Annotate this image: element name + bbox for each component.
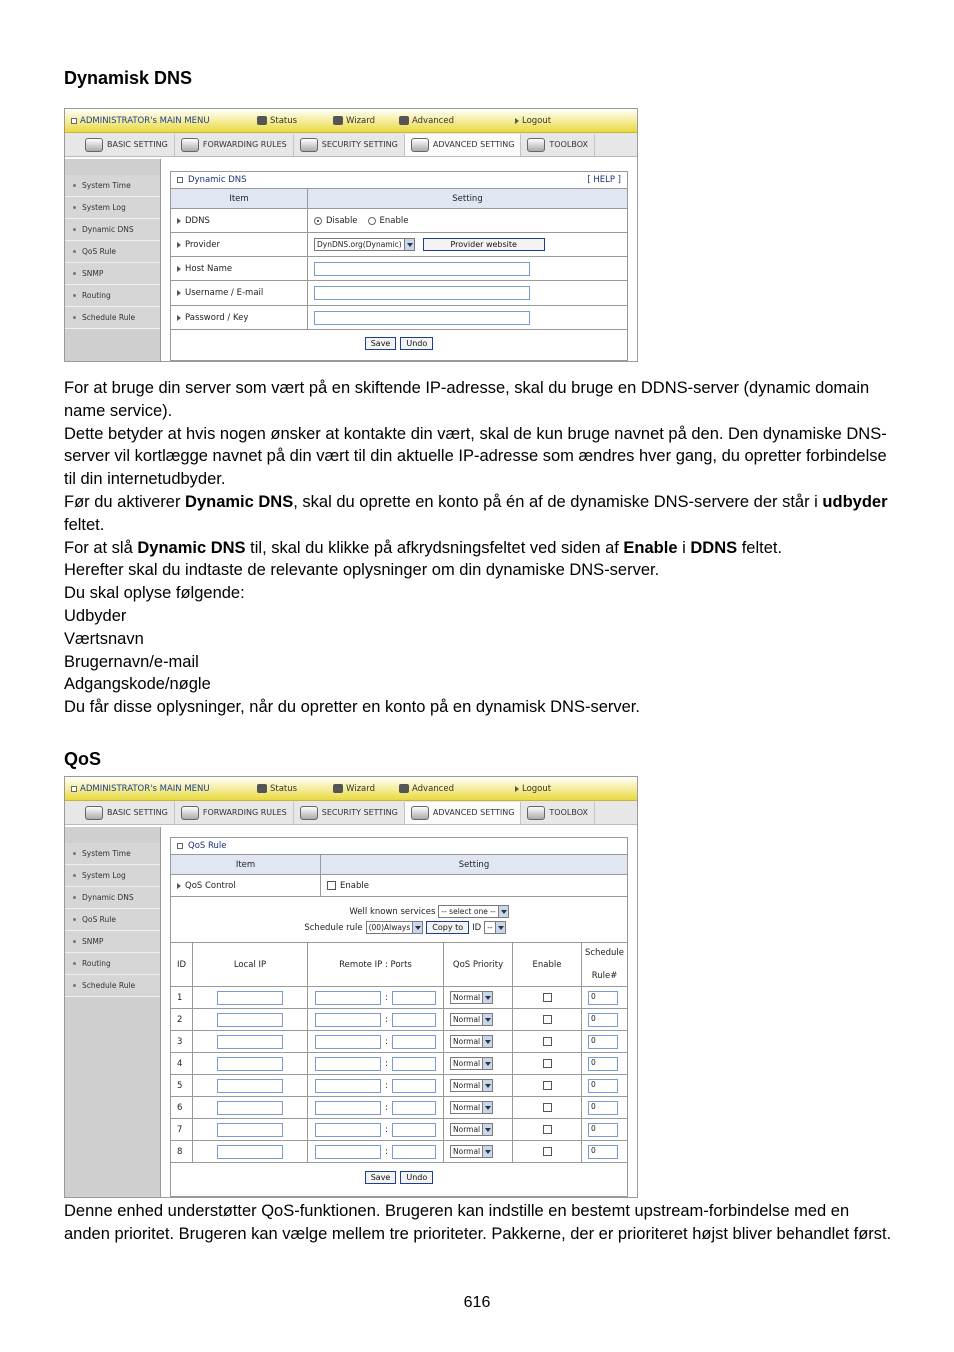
remote-port-input[interactable] xyxy=(392,1101,436,1115)
bullet-icon xyxy=(73,896,76,899)
priority-select[interactable]: Normal xyxy=(450,1013,493,1026)
password-input[interactable] xyxy=(314,311,530,325)
provider-select[interactable]: DynDNS.org(Dynamic) xyxy=(314,238,415,251)
local-ip-input[interactable] xyxy=(217,1145,283,1159)
save-button[interactable]: Save xyxy=(365,337,397,350)
admin-menu-link[interactable]: ADMINISTRATOR's MAIN MENU xyxy=(71,116,251,126)
qos-services-row xyxy=(171,897,627,943)
rule-enable-checkbox[interactable] xyxy=(543,1037,552,1046)
ddns-disable-radio[interactable] xyxy=(314,217,322,225)
qos-panel xyxy=(170,837,628,1197)
sidebar-item-qos-rule[interactable]: QoS Rule xyxy=(65,909,160,931)
bullet-icon xyxy=(73,294,76,297)
copy-to-button[interactable]: Copy to xyxy=(426,921,469,934)
advanced-setting-icon xyxy=(411,138,429,152)
host-name-input[interactable] xyxy=(314,262,530,276)
sidebar-item-snmp[interactable]: SNMP xyxy=(65,931,160,953)
local-ip-input[interactable] xyxy=(217,1035,283,1049)
undo-button[interactable]: Undo xyxy=(400,1171,433,1184)
row-id: 4 xyxy=(171,1053,193,1074)
chevron-down-icon xyxy=(412,922,422,933)
schedule-rule-input[interactable]: 0 xyxy=(588,1079,618,1093)
qos-control-row xyxy=(171,875,627,897)
row-id: 6 xyxy=(171,1097,193,1118)
forwarding-icon xyxy=(181,138,199,152)
qos-screenshot xyxy=(64,776,638,1198)
col-schedule: Schedule Rule# xyxy=(584,947,625,982)
arrow-right-icon xyxy=(177,315,181,321)
rule-enable-checkbox[interactable] xyxy=(543,1015,552,1024)
col-local-ip: Local IP xyxy=(193,943,308,986)
priority-select[interactable]: Normal xyxy=(450,1079,493,1092)
provider-label: Provider xyxy=(185,239,220,250)
remote-ip-input[interactable] xyxy=(315,1035,381,1049)
sidebar-item-dynamic-dns[interactable]: Dynamic DNS xyxy=(65,887,160,909)
rule-enable-checkbox[interactable] xyxy=(543,1125,552,1134)
col-remote: Remote IP : Ports xyxy=(308,943,444,986)
user-label: Username / E-mail xyxy=(185,288,264,298)
schedule-rule-select[interactable]: (00)Always xyxy=(366,921,424,934)
advanced-icon xyxy=(399,784,409,793)
id-select[interactable]: -- xyxy=(484,921,505,934)
arrow-right-icon xyxy=(177,290,181,296)
chevron-down-icon xyxy=(482,1036,492,1047)
dns-screenshot xyxy=(64,108,638,362)
table-row: 1 : Normal 0 xyxy=(171,987,627,1009)
table-row: 6 : Normal 0 xyxy=(171,1097,627,1119)
well-known-services-select[interactable]: -- select one -- xyxy=(438,905,508,918)
schedule-label: Schedule rule xyxy=(304,922,363,933)
bullet-icon xyxy=(73,316,76,319)
rules-header-row xyxy=(171,943,627,987)
priority-select[interactable]: Normal xyxy=(450,1123,493,1136)
dns-description: For at bruge din server som vært på en skiftende IP-adresse, skal du bruge en DDNS-server (dynamic domain name service). Dette betyder at hvis nogen ønsker at kontakte din vært, skal de kun bruge navnet på den. Den dynamiske DNS-server vil kortlægge navnet på din vært til din aktuelle IP-adresse som ændres hver gang, du opretter forbindelse til din internetudbyder. Før du aktiverer Dynamic DNS, skal du oprette en konto på én af de dynamiske DNS-servere der står i udbyder feltet. For at slå Dynamic DNS til, skal du klikke på afkrydsningsfeltet ved siden af Enable i DDNS feltet. Herefter skal du indtaste de relevante oplysninger om din dynamiske DNS-server. Du skal oplyse følgende: Udbyder Værtsnavn Brugernavn/e-mail Adgangskode/nøgle Du får disse oplysninger, når du opretter en konto på en dynamisk DNS-server. xyxy=(64,379,888,717)
enable-label: Enable xyxy=(379,215,409,226)
basic-setting-icon xyxy=(85,806,103,820)
arrow-right-icon xyxy=(515,786,519,792)
sidebar-item-system-log[interactable]: System Log xyxy=(65,197,160,219)
tab-basic-setting[interactable]: BASIC SETTING xyxy=(79,134,175,156)
rule-enable-checkbox[interactable] xyxy=(543,1081,552,1090)
rule-enable-checkbox[interactable] xyxy=(543,1103,552,1112)
schedule-rule-input[interactable]: 0 xyxy=(588,1145,618,1159)
remote-port-input[interactable] xyxy=(392,1035,436,1049)
remote-port-input[interactable] xyxy=(392,1057,436,1071)
priority-select[interactable]: Normal xyxy=(450,1035,493,1048)
tab-advanced-setting[interactable]: ADVANCED SETTING xyxy=(405,134,522,156)
table-row: 3 : Normal 0 xyxy=(171,1031,627,1053)
window-icon xyxy=(177,177,183,183)
advanced-link[interactable]: Advanced xyxy=(399,784,509,794)
status-icon xyxy=(257,116,267,125)
arrow-right-icon xyxy=(177,218,181,224)
enable-label: Enable xyxy=(340,880,369,891)
rule-enable-checkbox[interactable] xyxy=(543,1147,552,1156)
priority-select[interactable]: Normal xyxy=(450,1145,493,1158)
sidebar-item-qos-rule[interactable]: QoS Rule xyxy=(65,241,160,263)
priority-select[interactable]: Normal xyxy=(450,1057,493,1070)
status-link[interactable]: Status xyxy=(257,784,327,794)
security-icon xyxy=(300,806,318,820)
col-item: Item xyxy=(171,855,321,874)
forwarding-icon xyxy=(181,806,199,820)
local-ip-input[interactable] xyxy=(217,1057,283,1071)
admin-menu-link[interactable]: ADMINISTRATOR's MAIN MENU xyxy=(71,784,251,794)
sidebar xyxy=(65,827,161,1197)
bullet-icon xyxy=(73,250,76,253)
help-link[interactable]: [ HELP ] xyxy=(587,175,621,185)
chevron-down-icon xyxy=(482,1124,492,1135)
ddns-enable-radio[interactable] xyxy=(368,217,376,225)
page-number: 616 xyxy=(463,1294,491,1311)
table-row: 2 : Normal 0 xyxy=(171,1009,627,1031)
advanced-icon xyxy=(399,116,409,125)
remote-ip-input[interactable] xyxy=(315,1013,381,1027)
col-enable: Enable xyxy=(513,943,582,986)
pass-row xyxy=(171,306,627,330)
advanced-link[interactable]: Advanced xyxy=(399,116,509,126)
username-input[interactable] xyxy=(314,286,530,300)
col-setting: Setting xyxy=(458,859,490,870)
remote-port-input[interactable] xyxy=(392,1079,436,1093)
local-ip-input[interactable] xyxy=(217,1013,283,1027)
remote-ip-input[interactable] xyxy=(315,991,381,1005)
chevron-down-icon xyxy=(498,906,508,917)
sidebar-item-routing[interactable]: Routing xyxy=(65,953,160,975)
remote-ip-input[interactable] xyxy=(315,1145,381,1159)
remote-ip-input[interactable] xyxy=(315,1057,381,1071)
save-button[interactable]: Save xyxy=(365,1171,397,1184)
table-row: 8 : Normal 0 xyxy=(171,1141,627,1163)
rule-enable-checkbox[interactable] xyxy=(543,993,552,1002)
remote-port-input[interactable] xyxy=(392,991,436,1005)
col-item: Item xyxy=(171,189,308,208)
tab-basic-setting[interactable]: BASIC SETTING xyxy=(79,802,175,824)
disable-label: Disable xyxy=(326,215,358,226)
local-ip-input[interactable] xyxy=(217,1123,283,1137)
wizard-link[interactable]: Wizard xyxy=(333,116,393,126)
sidebar-item-snmp[interactable]: SNMP xyxy=(65,263,160,285)
remote-port-input[interactable] xyxy=(392,1013,436,1027)
bullet-icon xyxy=(73,940,76,943)
qos-panel-title: QoS Rule xyxy=(171,838,627,855)
tab-toolbox[interactable]: TOOLBOX xyxy=(521,802,595,824)
basic-setting-icon xyxy=(85,138,103,152)
logout-link[interactable]: Logout xyxy=(515,116,551,126)
ddns-label: DDNS xyxy=(185,215,210,226)
col-setting: Setting xyxy=(452,193,483,204)
remote-port-input[interactable] xyxy=(392,1145,436,1159)
chevron-down-icon xyxy=(482,1102,492,1113)
ddns-row xyxy=(171,209,627,233)
remote-ip-input[interactable] xyxy=(315,1101,381,1115)
tab-bar xyxy=(65,133,637,157)
qos-actions xyxy=(171,1163,627,1191)
tab-forwarding-rules[interactable]: FORWARDING RULES xyxy=(175,134,294,156)
sidebar-item-system-log[interactable]: System Log xyxy=(65,865,160,887)
table-row: 7 : Normal 0 xyxy=(171,1119,627,1141)
undo-button[interactable]: Undo xyxy=(400,337,433,350)
remote-ip-input[interactable] xyxy=(315,1123,381,1137)
tab-advanced-setting[interactable]: ADVANCED SETTING xyxy=(405,802,522,824)
table-row: 4 : Normal 0 xyxy=(171,1053,627,1075)
host-label: Host Name xyxy=(185,263,233,274)
arrow-right-icon xyxy=(177,883,181,889)
bullet-icon xyxy=(73,962,76,965)
provider-website-button[interactable]: Provider website xyxy=(423,238,545,251)
dns-panel xyxy=(170,171,628,361)
toolbox-icon xyxy=(527,138,545,152)
local-ip-input[interactable] xyxy=(217,1101,283,1115)
arrow-right-icon xyxy=(177,242,181,248)
row-id: 3 xyxy=(171,1031,193,1052)
col-id: ID xyxy=(171,943,193,986)
qos-heading: QoS xyxy=(64,749,102,769)
schedule-rule-input[interactable]: 0 xyxy=(588,1123,618,1137)
remote-port-input[interactable] xyxy=(392,1123,436,1137)
tab-toolbox[interactable]: TOOLBOX xyxy=(521,134,595,156)
window-icon xyxy=(71,786,77,792)
priority-select[interactable]: Normal xyxy=(450,1101,493,1114)
wizard-icon xyxy=(333,116,343,125)
qos-description: Denne enhed understøtter QoS-funktionen. Brugeren kan indstille en bestemt upstream-forbindelse med en anden prioritet. Brugeren kan vælge mellem tre prioriteter. Pakkerne, der er prioriteret højst bliver behandlet først. xyxy=(64,1202,892,1243)
sidebar-item-schedule-rule[interactable]: Schedule Rule xyxy=(65,975,160,997)
bullet-icon xyxy=(73,852,76,855)
row-id: 2 xyxy=(171,1009,193,1030)
status-icon xyxy=(257,784,267,793)
row-id: 7 xyxy=(171,1119,193,1140)
row-id: 1 xyxy=(171,987,193,1008)
sidebar xyxy=(65,159,161,361)
schedule-rule-input[interactable]: 0 xyxy=(588,1101,618,1115)
tab-bar xyxy=(65,801,637,825)
bullet-icon xyxy=(73,272,76,275)
bullet-icon xyxy=(73,918,76,921)
priority-select[interactable]: Normal xyxy=(450,991,493,1004)
bullet-icon xyxy=(73,228,76,231)
dns-heading: Dynamisk DNS xyxy=(64,68,193,88)
provider-row xyxy=(171,233,627,257)
local-ip-input[interactable] xyxy=(217,1079,283,1093)
tab-security-setting[interactable]: SECURITY SETTING xyxy=(294,134,405,156)
chevron-down-icon xyxy=(404,239,414,250)
chevron-down-icon xyxy=(495,922,505,933)
chevron-down-icon xyxy=(482,1014,492,1025)
sidebar-item-schedule-rule[interactable]: Schedule Rule xyxy=(65,307,160,329)
dns-actions xyxy=(171,330,627,356)
bullet-icon xyxy=(73,874,76,877)
arrow-right-icon xyxy=(177,266,181,272)
chevron-down-icon xyxy=(482,1058,492,1069)
schedule-rule-input[interactable]: 0 xyxy=(588,991,618,1005)
sidebar-item-dynamic-dns[interactable]: Dynamic DNS xyxy=(65,219,160,241)
chevron-down-icon xyxy=(482,1080,492,1091)
schedule-rule-input[interactable]: 0 xyxy=(588,1013,618,1027)
wks-label: Well known services xyxy=(349,906,436,917)
qos-control-label: QoS Control xyxy=(185,880,236,891)
top-menu-bar xyxy=(65,109,637,133)
arrow-right-icon xyxy=(515,118,519,124)
sidebar-item-system-time[interactable]: System Time xyxy=(65,843,160,865)
id-label: ID xyxy=(472,922,482,933)
tab-security-setting[interactable]: SECURITY SETTING xyxy=(294,802,405,824)
chevron-down-icon xyxy=(482,992,492,1003)
col-priority: QoS Priority xyxy=(444,943,513,986)
row-id: 8 xyxy=(171,1141,193,1162)
security-icon xyxy=(300,138,318,152)
toolbox-icon xyxy=(527,806,545,820)
rule-enable-checkbox[interactable] xyxy=(543,1059,552,1068)
tab-forwarding-rules[interactable]: FORWARDING RULES xyxy=(175,802,294,824)
pass-label: Password / Key xyxy=(185,312,249,323)
dns-table-header xyxy=(171,189,627,209)
local-ip-input[interactable] xyxy=(217,991,283,1005)
qos-enable-checkbox[interactable] xyxy=(327,881,336,890)
sidebar-item-system-time[interactable]: System Time xyxy=(65,175,160,197)
wizard-icon xyxy=(333,784,343,793)
row-id: 5 xyxy=(171,1075,193,1096)
advanced-setting-icon xyxy=(411,806,429,820)
bullet-icon xyxy=(73,984,76,987)
schedule-rule-input[interactable]: 0 xyxy=(588,1035,618,1049)
qos-table-header xyxy=(171,855,627,875)
window-icon xyxy=(71,118,77,124)
sidebar-item-routing[interactable]: Routing xyxy=(65,285,160,307)
status-link[interactable]: Status xyxy=(257,116,327,126)
schedule-rule-input[interactable]: 0 xyxy=(588,1057,618,1071)
qos-rule-rows xyxy=(171,987,627,1163)
top-menu-bar xyxy=(65,777,637,801)
table-row: 5 : Normal 0 xyxy=(171,1075,627,1097)
bullet-icon xyxy=(73,206,76,209)
user-row xyxy=(171,281,627,306)
chevron-down-icon xyxy=(482,1146,492,1157)
dns-panel-title: Dynamic DNS [ HELP ] xyxy=(171,172,627,189)
logout-link[interactable]: Logout xyxy=(515,784,551,794)
bullet-icon xyxy=(73,184,76,187)
remote-ip-input[interactable] xyxy=(315,1079,381,1093)
wizard-link[interactable]: Wizard xyxy=(333,784,393,794)
host-row xyxy=(171,257,627,281)
window-icon xyxy=(177,843,183,849)
